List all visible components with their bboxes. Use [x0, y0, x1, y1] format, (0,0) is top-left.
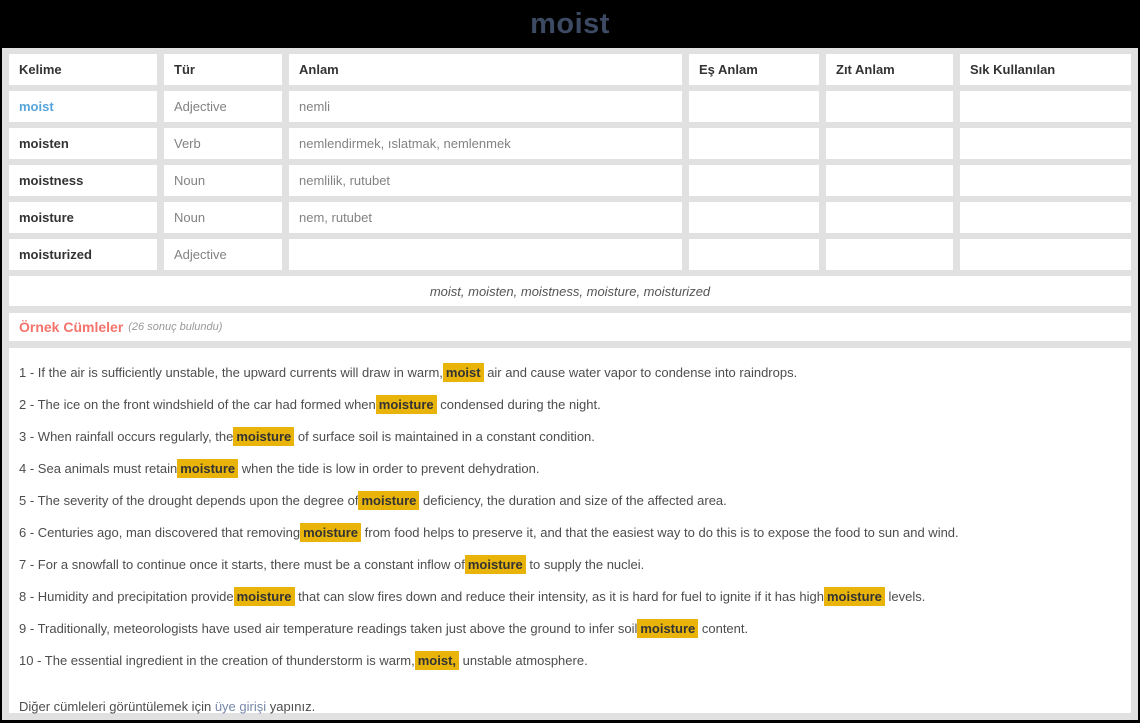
result-count-note: (26 sonuç bulundu)	[128, 321, 223, 333]
es-anlam-cell	[689, 202, 819, 233]
sentence-number: 5 -	[19, 493, 38, 508]
sentence-number: 10 -	[19, 653, 45, 668]
kelime-cell: moistness	[9, 165, 157, 196]
column-header: Zıt Anlam	[826, 54, 953, 85]
sik-kullanilan-cell	[960, 128, 1131, 159]
zit-anlam-cell	[826, 202, 953, 233]
dictionary-table-body	[9, 91, 1131, 270]
kelime-cell: moisturized	[9, 239, 157, 270]
example-sentences-title: Örnek Cümleler	[19, 319, 124, 335]
sentence-number: 8 -	[19, 589, 38, 604]
dictionary-table	[2, 48, 1138, 276]
zit-anlam-cell	[826, 165, 953, 196]
zit-anlam-cell	[826, 91, 953, 122]
highlighted-word: moist	[443, 363, 484, 382]
sentence-number: 9 -	[19, 621, 38, 636]
column-header: Sık Kullanılan	[960, 54, 1131, 85]
login-prompt-pre: Diğer cümleleri görüntülemek için	[19, 699, 215, 714]
sentence-text: If the air is sufficiently unstable, the upward currents will draw in warm,	[37, 365, 443, 380]
anlam-cell: nemlilik, rutubet	[289, 165, 682, 196]
sentence-number: 3 -	[19, 429, 38, 444]
highlighted-word: moisture	[234, 587, 295, 606]
anlam-cell: nemli	[289, 91, 682, 122]
sentence-list	[19, 357, 1121, 677]
sentence-text: unstable atmosphere.	[459, 653, 588, 668]
highlighted-word: moisture	[465, 555, 526, 574]
sentence-text: The essential ingredient in the creation of thunderstorm is warm,	[44, 653, 415, 668]
example-sentences-header	[9, 313, 1131, 341]
column-header: Kelime	[9, 54, 157, 85]
tur-cell: Adjective	[164, 91, 282, 122]
anlam-cell: nemlendirmek, ıslatmak, nemlenmek	[289, 128, 682, 159]
table-row	[9, 91, 1131, 122]
sentence-text: from food helps to preserve it, and that the easiest way to do this is to expose the food to sun and wind.	[361, 525, 959, 540]
sentence-text: content.	[698, 621, 749, 636]
content-area	[2, 48, 1138, 720]
table-row	[9, 239, 1131, 270]
member-login-link[interactable]: üye girişi	[214, 699, 267, 714]
table-row	[9, 128, 1131, 159]
tur-cell: Adjective	[164, 239, 282, 270]
highlighted-word: moisture	[233, 427, 294, 446]
sentence-number: 4 -	[19, 461, 38, 476]
highlighted-word: moist,	[415, 651, 459, 670]
example-sentence	[19, 389, 1121, 421]
sentence-text: For a snowfall to continue once it starts, there must be a constant inflow of	[37, 557, 465, 572]
kelime-cell[interactable]: moist	[9, 91, 157, 122]
sik-kullanilan-cell	[960, 165, 1131, 196]
example-sentence	[19, 357, 1121, 389]
kelime-cell: moisture	[9, 202, 157, 233]
highlighted-word: moisture	[637, 619, 698, 638]
example-sentence	[19, 453, 1121, 485]
example-sentence	[19, 645, 1121, 677]
sentence-text: air and cause water vapor to condense into raindrops.	[483, 365, 798, 380]
sik-kullanilan-cell	[960, 202, 1131, 233]
sentence-number: 6 -	[19, 525, 38, 540]
column-header: Eş Anlam	[689, 54, 819, 85]
sentence-text: levels.	[884, 589, 926, 604]
tur-cell: Noun	[164, 165, 282, 196]
sentence-text: The severity of the drought depends upon the degree of	[37, 493, 359, 508]
tur-cell: Noun	[164, 202, 282, 233]
example-sentence	[19, 517, 1121, 549]
column-header: Anlam	[289, 54, 682, 85]
column-header: Tür	[164, 54, 282, 85]
sik-kullanilan-cell	[960, 91, 1131, 122]
sik-kullanilan-cell	[960, 239, 1131, 270]
table-row	[9, 202, 1131, 233]
anlam-cell	[289, 239, 682, 270]
sentence-number: 7 -	[19, 557, 38, 572]
sentence-text: when the tide is low in order to prevent dehydration.	[238, 461, 540, 476]
es-anlam-cell	[689, 165, 819, 196]
sentence-text: deficiency, the duration and size of the affected area.	[419, 493, 727, 508]
sentence-text: that can slow fires down and reduce their intensity, as it is hard for fuel to ignite if it has high	[294, 589, 824, 604]
sentence-text: to supply the nuclei.	[525, 557, 645, 572]
highlighted-word: moisture	[376, 395, 437, 414]
sentence-number: 1 -	[19, 365, 38, 380]
kelime-cell: moisten	[9, 128, 157, 159]
sentence-text: condensed during the night.	[436, 397, 601, 412]
example-sentence	[19, 613, 1121, 645]
login-prompt-post: yapınız.	[266, 699, 316, 714]
example-sentence	[19, 485, 1121, 517]
es-anlam-cell	[689, 91, 819, 122]
es-anlam-cell	[689, 239, 819, 270]
sentence-text: Centuries ago, man discovered that removing	[37, 525, 301, 540]
anlam-cell: nem, rutubet	[289, 202, 682, 233]
table-header-row	[9, 54, 1131, 85]
highlighted-word: moisture	[177, 459, 238, 478]
word-forms-summary: moist, moisten, moistness, moisture, moisturized	[9, 276, 1131, 306]
zit-anlam-cell	[826, 128, 953, 159]
example-sentence	[19, 549, 1121, 581]
es-anlam-cell	[689, 128, 819, 159]
sentence-text: of surface soil is maintained in a constant condition.	[294, 429, 595, 444]
example-sentence	[19, 421, 1121, 453]
example-sentence	[19, 581, 1121, 613]
tur-cell: Verb	[164, 128, 282, 159]
sentence-text: When rainfall occurs regularly, the	[37, 429, 234, 444]
sentence-text: Humidity and precipitation provide	[37, 589, 234, 604]
top-bar	[2, 0, 1138, 48]
sentence-number: 2 -	[19, 397, 38, 412]
highlighted-word: moisture	[358, 491, 419, 510]
example-sentences-box	[9, 348, 1131, 713]
login-prompt	[19, 692, 1121, 720]
sentence-text: The ice on the front windshield of the car had formed when	[37, 397, 376, 412]
highlighted-word: moisture	[824, 587, 885, 606]
sentence-text: Sea animals must retain	[37, 461, 178, 476]
table-row	[9, 165, 1131, 196]
sentence-text: Traditionally, meteorologists have used air temperature readings taken just above the ground to infer soil	[37, 621, 638, 636]
zit-anlam-cell	[826, 239, 953, 270]
page-title: moist	[530, 7, 610, 40]
highlighted-word: moisture	[300, 523, 361, 542]
